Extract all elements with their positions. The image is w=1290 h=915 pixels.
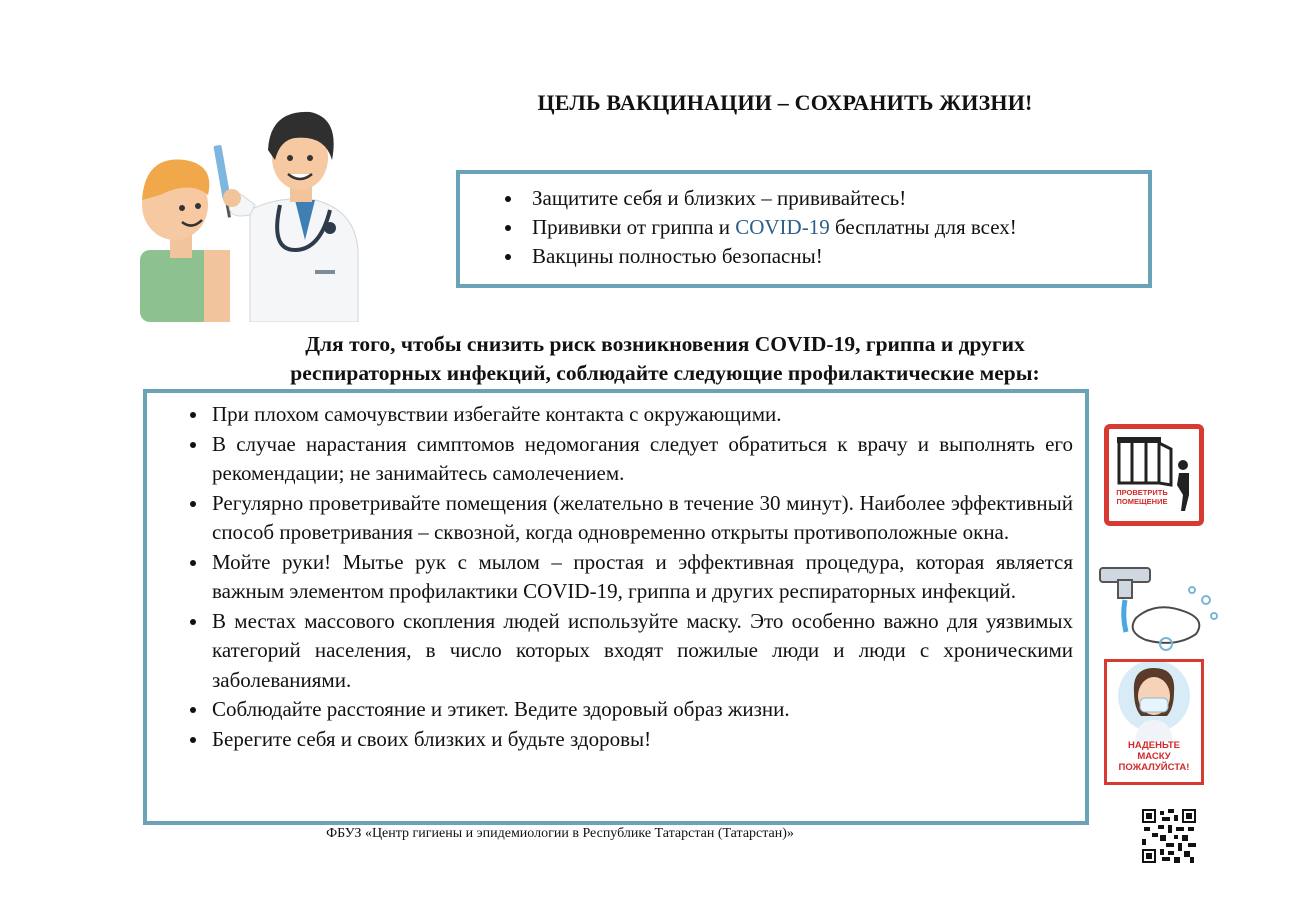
measure-item: • В местах массового скопления людей используйте маску. Это особенно важно для уязвимых категорий населения, в число которых входят пожилые люди и люди с хроническими заболеваниями. xyxy=(209,607,1073,696)
vaccination-benefits-box xyxy=(456,170,1152,288)
handwashing-icon xyxy=(1096,560,1224,652)
qr-code-icon xyxy=(1142,809,1196,863)
measure-item: • В случае нарастания симптомов недомогания следует обратиться к врачу и выполнять его рекомендации; не занимайтесь самолечением. xyxy=(209,430,1073,489)
benefit-item: • Прививки от гриппа и COVID-19 бесплатны для всех! xyxy=(524,213,1128,242)
measure-item: • Регулярно проветривайте помещения (желательно в течение 30 минут). Наиболее эффективный способ проветривания – сквозной, когда одновременно открыты противоположные окна. xyxy=(209,489,1073,548)
heading-line: Для того, чтобы снизить риск возникновения COVID-19, гриппа и других xyxy=(305,332,1025,356)
measure-item: • Соблюдайте расстояние и этикет. Ведите здоровый образ жизни. xyxy=(209,695,1073,725)
footer-organization: ФБУЗ «Центр гигиены и эпидемиологии в Республике Татарстан (Татарстан)» xyxy=(326,826,794,841)
doctor-vaccination-illustration xyxy=(130,100,370,322)
heading-line: респираторных инфекций, соблюдайте следующие профилактические меры: xyxy=(290,361,1040,385)
benefit-item: • Защитите себя и близких – прививайтесь! xyxy=(524,184,1128,213)
prevention-measures-box xyxy=(143,389,1089,825)
measure-item: • Берегите себя и своих близких и будьте здоровы! xyxy=(209,725,1073,755)
measure-item: • Мойте руки! Мытье рук с мылом – простая и эффективная процедура, которая является важным элементом профилактики COVID-19, гриппа и других респираторных инфекций. xyxy=(209,548,1073,607)
ventilate-room-icon xyxy=(1104,424,1204,526)
measures-heading xyxy=(160,330,1170,388)
mask-sign-caption: НАДЕНЬТЕ МАСКУ ПОЖАЛУЙСТА! xyxy=(1118,740,1190,773)
covid-highlight: COVID-19 xyxy=(735,215,830,239)
page-title: ЦЕЛЬ ВАКЦИНАЦИИ – СОХРАНИТЬ ЖИЗНИ! xyxy=(537,90,1033,115)
benefit-item: • Вакцины полностью безопасны! xyxy=(524,242,1128,271)
measure-item: • При плохом самочувствии избегайте контакта с окружающими. xyxy=(209,400,1073,430)
ventilate-sign-caption: ПРОВЕТРИТЬ ПОМЕЩЕНИЕ xyxy=(1116,488,1168,506)
